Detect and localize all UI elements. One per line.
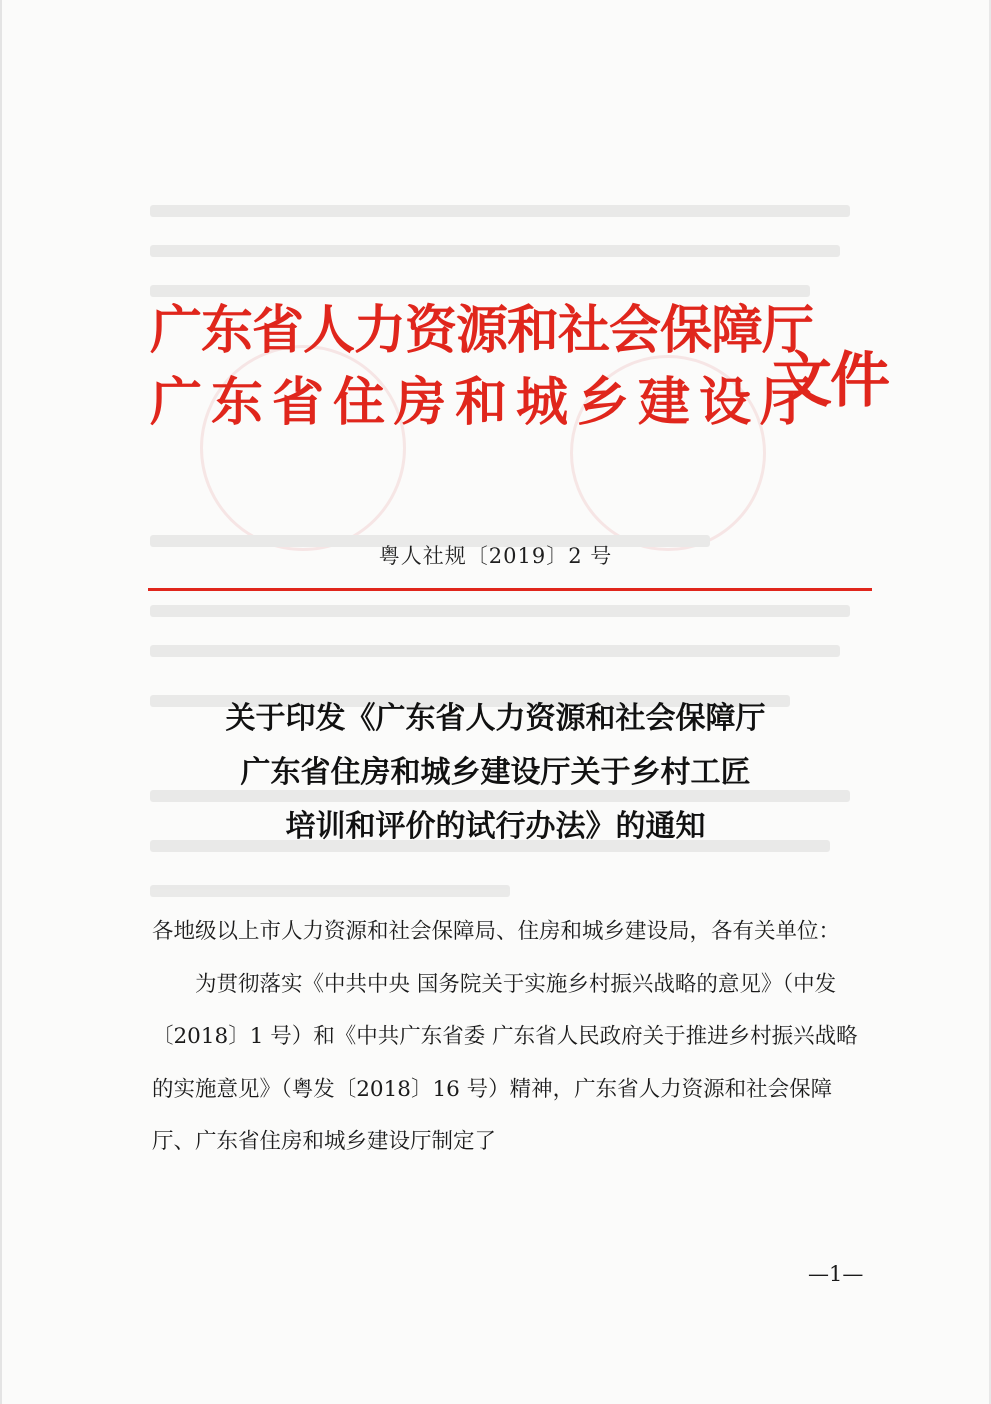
document-header-word: 文件 bbox=[772, 346, 888, 416]
salutation: 各地级以上市人力资源和社会保障局、住房和城乡建设局，各有关单位： bbox=[152, 919, 841, 944]
document-title bbox=[0, 692, 991, 854]
body-paragraph: 为贯彻落实《中共中央 国务院关于实施乡村振兴战略的意见》（中发〔2018〕1 号）和《中共广东省委 广东省人民政府关于推进乡村振兴战略的实施意见》（粤发〔2018〕16 号）精神，广东省人力资源和社会保障厅、广东省住房和城乡建设厅制定了 bbox=[152, 971, 858, 1154]
page-number: —1— bbox=[808, 1262, 864, 1286]
title-line-2: 广东省住房和城乡建设厅关于乡村工匠 bbox=[240, 755, 751, 790]
issuer-hrss: 广东省人力资源和社会保障厅 bbox=[150, 300, 814, 361]
title-line-1: 关于印发《广东省人力资源和社会保障厅 bbox=[225, 701, 766, 736]
red-separator-line bbox=[148, 588, 872, 591]
issuer-housing: 广东省住房和城乡建设厅 bbox=[150, 372, 822, 433]
title-line-3: 培训和评价的试行办法》的通知 bbox=[285, 809, 706, 844]
issuing-authorities bbox=[150, 295, 821, 439]
document-number: 粤人社规〔2019〕2 号 bbox=[378, 544, 613, 568]
document-body bbox=[152, 906, 872, 1169]
